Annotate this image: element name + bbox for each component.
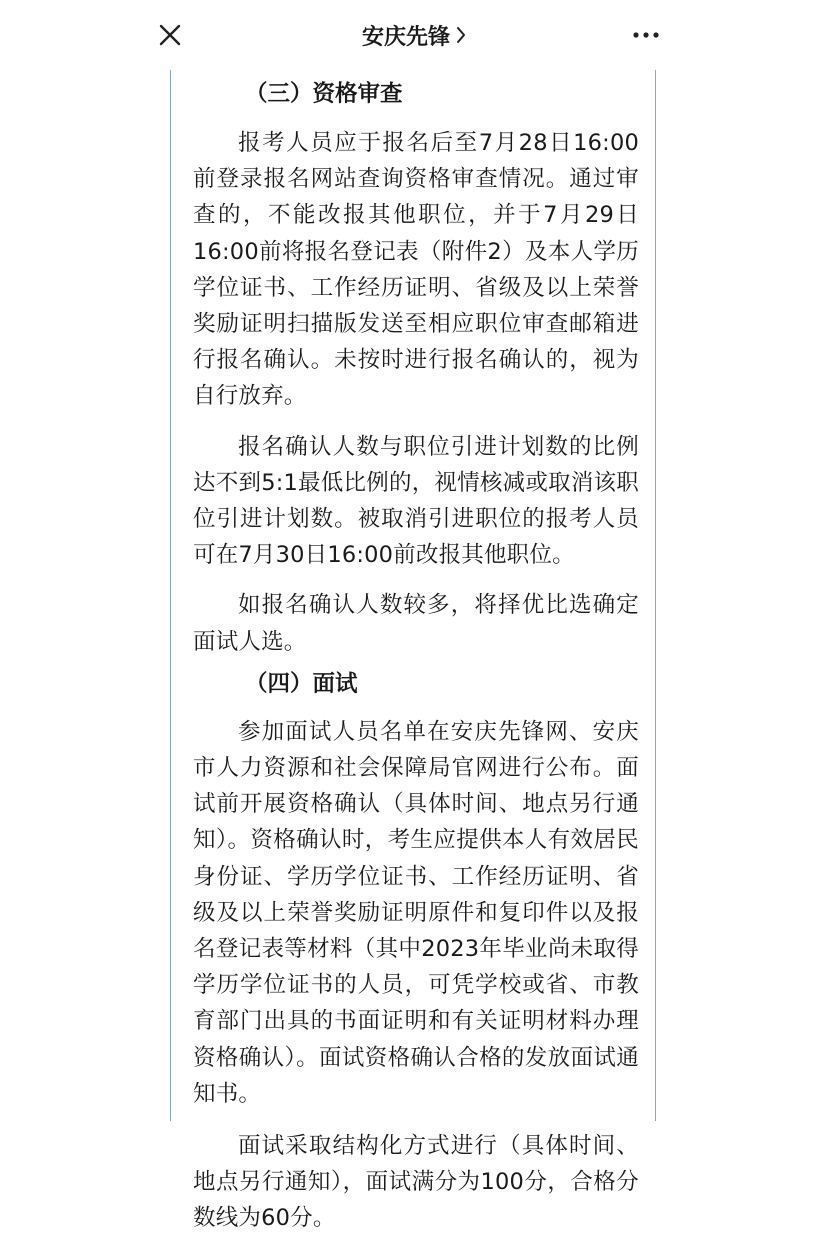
close-icon bbox=[150, 15, 190, 55]
article-body bbox=[193, 70, 639, 1237]
paragraph: 报名确认人数与职位引进计划数的比例达不到5:1最低比例的，视情核减或取消该职位引进计划数。被取消引进职位的报考人员可在7月30日16:00前改报其他职位。 bbox=[193, 433, 639, 569]
section-heading-interview: （四）面试 bbox=[245, 670, 358, 697]
section-heading-qualification-review: （三）资格审查 bbox=[245, 81, 403, 107]
paragraph: 参加面试人员名单在安庆先锋网、安庆市人力资源和社会保障局官网进行公布。面试前开展资格确认（具体时间、地点另行通知）。资格确认时，考生应提供本人有效居民身份证、学历学位证书、工作经历证明、省级及以上荣誉奖励证明原件和复印件以及报名登记表等材料（其中2023年毕业尚未取得学历学位证书的人员，可凭学校或省、市教育部门出具的书面证明和有关证明材料办理资格确认）。面试资格确认合格的发放面试通知书。 bbox=[193, 718, 639, 1107]
account-title-button[interactable] bbox=[362, 20, 466, 51]
account-title: 安庆先锋 bbox=[361, 24, 450, 50]
more-button[interactable] bbox=[626, 20, 666, 50]
paragraph: 面试采取结构化方式进行（具体时间、地点另行通知），面试满分为100分，合格分数线为60分。 bbox=[193, 1133, 639, 1232]
top-navigation-bar bbox=[0, 0, 828, 70]
more-icon bbox=[626, 20, 666, 50]
chevron-right-icon bbox=[456, 26, 466, 44]
paragraph: 报考人员应于报名后至7月28日16:00前登录报名网站查询资格审查情况。通过审查的，不能改报其他职位，并于7月29日16:00前将报名登记表（附件2）及本人学历学位证书、工作经历证明、省级及以上荣誉奖励证明扫描版发送至相应职位审查邮箱进行报名确认。未按时进行报名确认的，视为自行放弃。 bbox=[193, 130, 639, 410]
close-button[interactable] bbox=[150, 15, 190, 55]
paragraph: 如报名确认人数较多，将择优比选确定面试人选。 bbox=[193, 592, 639, 655]
article-content[interactable] bbox=[170, 70, 656, 1232]
